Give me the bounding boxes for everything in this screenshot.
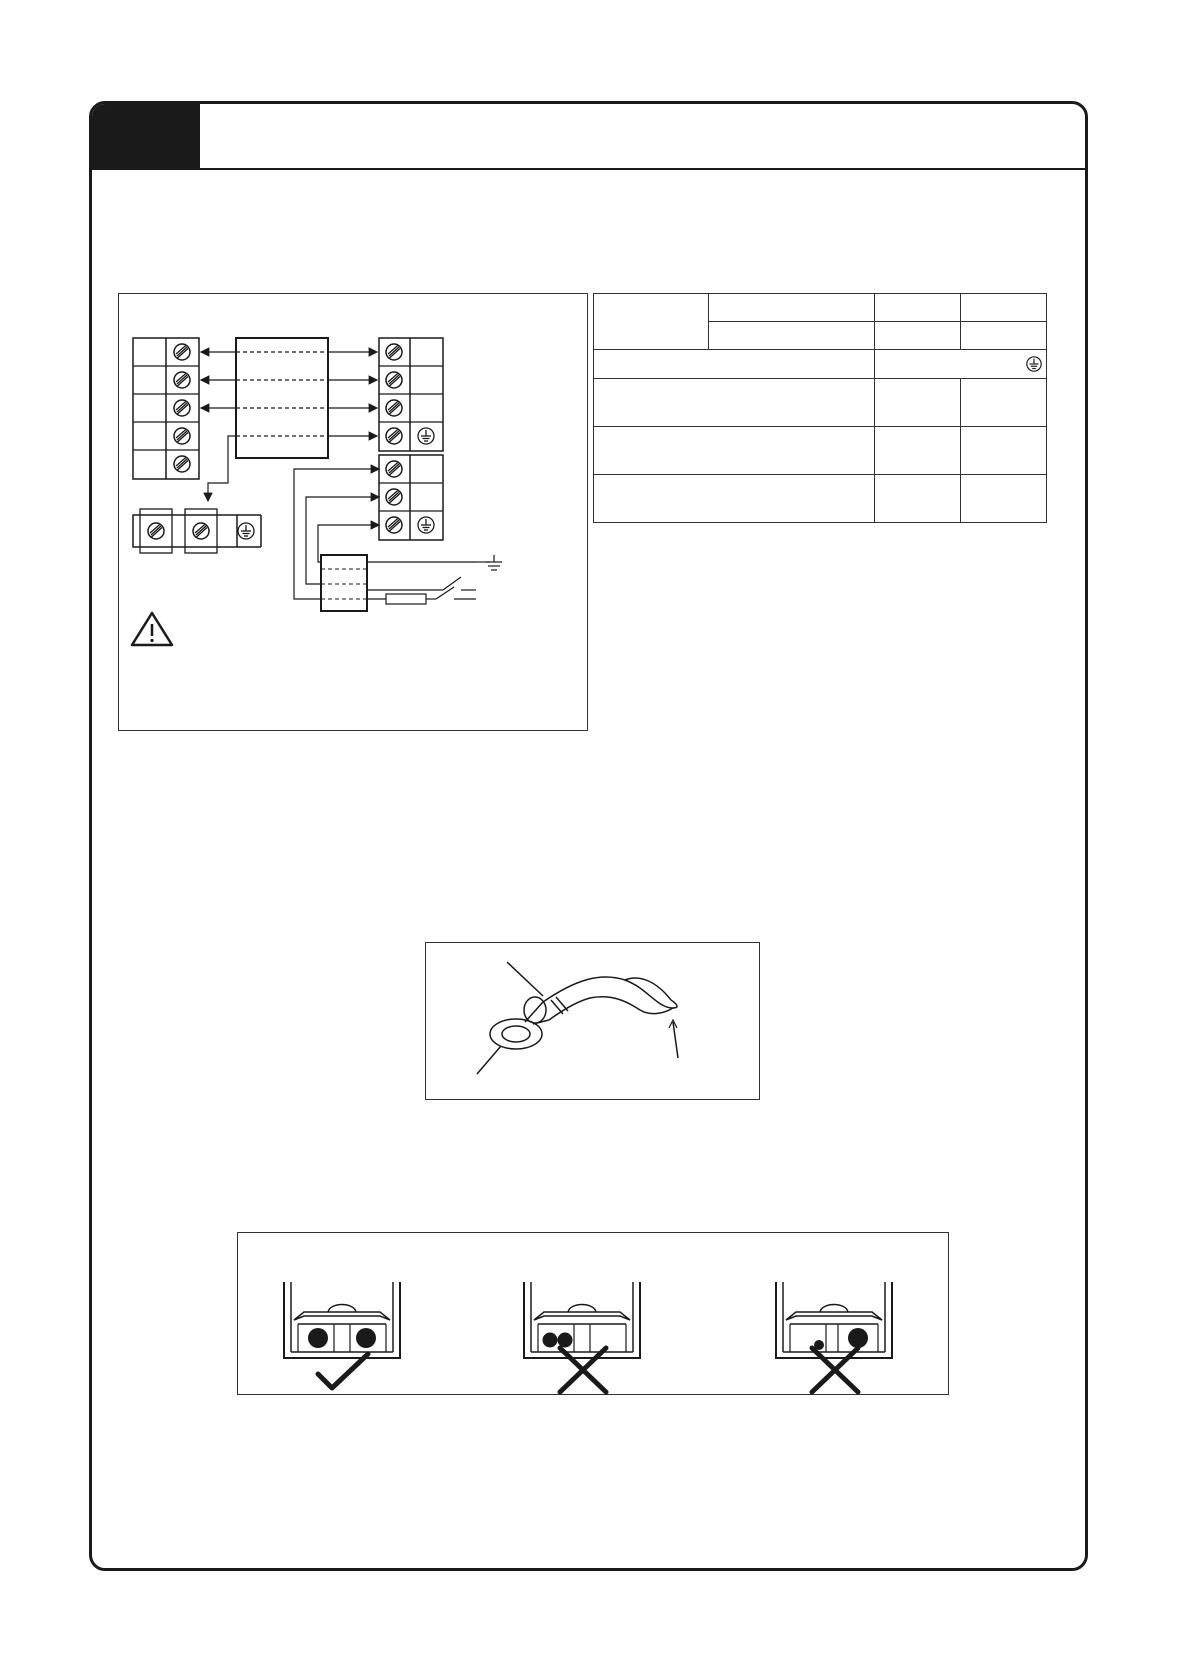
- earth-ground-icon: [418, 517, 434, 533]
- cross-mark-icon: [812, 1348, 858, 1392]
- screw-terminal-icon: [386, 344, 402, 360]
- table-cell: [709, 294, 875, 322]
- table-cell: [709, 322, 875, 350]
- header-divider: [92, 168, 1085, 170]
- crimp-example-incorrect-mismatch: [776, 1282, 892, 1392]
- cross-mark-icon: [560, 1348, 606, 1392]
- table-cell: [875, 322, 961, 350]
- spec-table: [593, 293, 1047, 523]
- screw-terminal-icon: [386, 400, 402, 416]
- warning-triangle-icon: [132, 613, 172, 645]
- table-cell: [875, 294, 961, 322]
- power-terminal-block: [379, 455, 443, 540]
- dashed-wires: [236, 352, 328, 436]
- crimp-examples: [237, 1232, 949, 1395]
- table-cell: [875, 475, 961, 523]
- screw-terminal-icon: [386, 372, 402, 388]
- table-cell: [594, 475, 875, 523]
- screw-terminal-icon: [174, 372, 190, 388]
- table-cell: [594, 294, 709, 350]
- crimp-example-correct: [284, 1282, 400, 1388]
- screw-terminal-icon: [386, 517, 402, 533]
- fuse-icon: [386, 594, 426, 604]
- earth-ground-icon: [238, 523, 254, 539]
- wiring-diagram: [118, 293, 588, 731]
- breaker-box: [321, 555, 367, 611]
- signal-arrows: [201, 352, 377, 501]
- table-cell: [961, 475, 1047, 523]
- crimp-example-incorrect-double: [524, 1282, 640, 1392]
- earth-ground-icon: [1025, 355, 1043, 373]
- outdoor-terminal-block: [379, 338, 443, 451]
- screw-terminal-icon: [386, 428, 402, 444]
- screw-terminal-icon: [148, 523, 164, 539]
- earth-ground-icon: [418, 428, 434, 444]
- table-cell: [594, 379, 875, 427]
- screw-terminal-icon: [174, 428, 190, 444]
- table-cell: [961, 322, 1047, 350]
- screw-terminal-icon: [174, 344, 190, 360]
- table-cell: [594, 427, 875, 475]
- screw-terminal-icon: [193, 523, 209, 539]
- ring-terminal-illustration: [425, 942, 760, 1100]
- table-cell: [961, 427, 1047, 475]
- table-cell: [594, 350, 875, 379]
- table-cell: [961, 294, 1047, 322]
- table-cell: [875, 379, 961, 427]
- auxiliary-terminal-block: [133, 509, 261, 553]
- section-tab: [92, 104, 200, 170]
- screw-terminal-icon: [386, 461, 402, 477]
- table-cell: [875, 350, 1047, 379]
- screw-terminal-icon: [386, 489, 402, 505]
- screw-terminal-icon: [174, 456, 190, 472]
- earth-ground-icon: [476, 555, 502, 570]
- switch-icon: [426, 577, 476, 599]
- indoor-terminal-block: [133, 338, 199, 479]
- check-mark-icon: [318, 1354, 368, 1388]
- table-cell: [875, 427, 961, 475]
- table-cell: [961, 379, 1047, 427]
- screw-terminal-icon: [174, 400, 190, 416]
- cable-bundle-box: [236, 338, 328, 458]
